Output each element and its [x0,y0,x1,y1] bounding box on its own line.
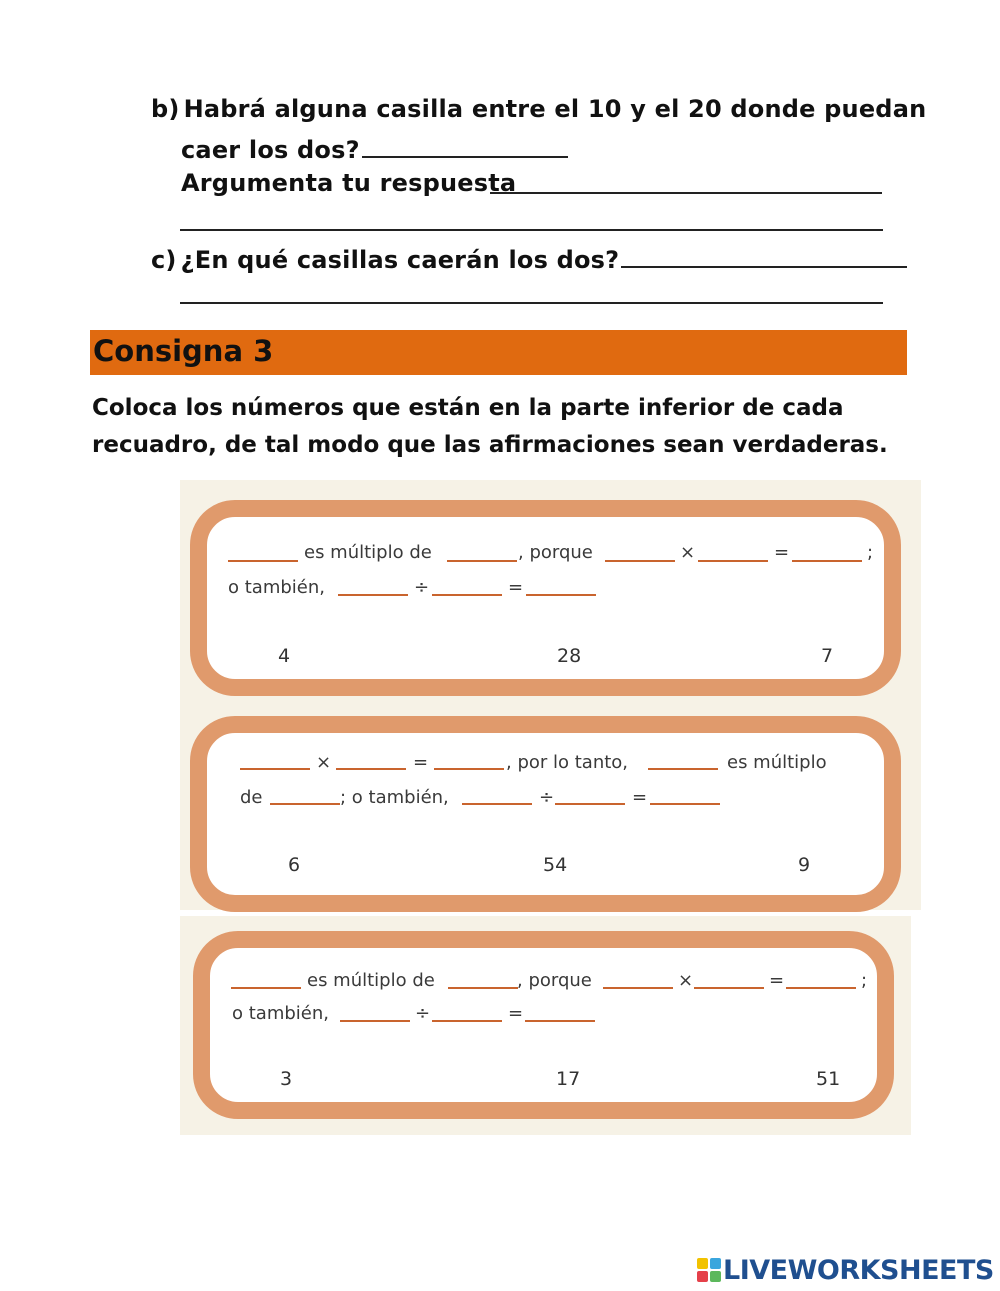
exercise-card-3 [193,931,894,1119]
card3-blank-3[interactable] [603,987,673,989]
card1-div: ÷ [414,577,430,598]
card2-blank-4[interactable] [648,768,718,770]
card3-o-tambien: o también, [232,1003,329,1024]
card3-semicolon: ; [861,970,868,991]
card1-number-1[interactable]: 4 [278,645,291,667]
card2-number-2[interactable]: 54 [543,854,568,876]
card1-number-2[interactable]: 28 [557,645,582,667]
card1-times: × [680,542,696,563]
question-b-line2 [181,132,568,164]
card3-equals-2: = [508,1003,524,1024]
card1-o-tambien: o también, [228,577,325,598]
card2-number-1[interactable]: 6 [288,854,301,876]
answer-blank-c-2[interactable] [180,302,883,304]
instructions-line2: recuadro, de tal modo que las afirmaciones sean verdaderas. [92,432,888,458]
exercise-card-2 [190,716,901,912]
card3-blank-5[interactable] [786,987,856,989]
argument-blank-2[interactable] [180,229,883,231]
card3-times: × [678,970,694,991]
card1-porque: , porque [518,542,593,563]
argument-blank-1[interactable] [490,192,882,194]
card1-es-multiplo-de: es múltiplo de [304,542,432,563]
card2-blank-6[interactable] [462,803,532,805]
question-b-letter: b) [151,95,180,123]
card3-blank-1[interactable] [231,987,301,989]
card2-o-tambien: ; o también, [340,787,449,808]
question-b-text-2: caer los dos? [181,136,360,164]
card2-blank-8[interactable] [650,803,720,805]
card1-blank-1[interactable] [228,560,298,562]
card3-number-1[interactable]: 3 [280,1068,293,1090]
card2-por-lo-tanto: , por lo tanto, [506,752,629,773]
card1-semicolon: ; [867,542,874,563]
card2-blank-7[interactable] [555,803,625,805]
question-c-line1 [151,242,907,274]
card1-equals: = [774,542,790,563]
card2-blank-1[interactable] [240,768,310,770]
question-c-text: ¿En qué casillas caerán los dos? [180,246,620,274]
card3-es-multiplo-de: es múltiplo de [307,970,435,991]
section-title: Consigna 3 [93,334,274,368]
card1-blank-6[interactable] [338,594,408,596]
question-c-letter: c) [151,246,177,274]
exercise-card-1 [190,500,901,696]
logo-grid-icon [697,1258,721,1282]
card3-number-3[interactable]: 51 [816,1068,841,1090]
card2-es-multiplo: es múltiplo [727,752,827,773]
card2-times: × [316,752,332,773]
instructions-line1: Coloca los números que están en la parte inferior de cada [92,395,844,421]
card2-equals-2: = [632,787,648,808]
card1-number-3[interactable]: 7 [821,645,834,667]
question-b-text-3: Argumenta tu respuesta [181,169,517,197]
card3-div: ÷ [415,1003,431,1024]
card3-porque: , porque [517,970,592,991]
answer-blank-b[interactable] [362,132,568,158]
question-b-line1 [151,95,926,123]
card2-blank-2[interactable] [336,768,406,770]
card3-blank-2[interactable] [448,987,518,989]
card3-blank-6[interactable] [340,1020,410,1022]
question-b-line3 [181,169,516,197]
question-b-text-1: Habrá alguna casilla entre el 10 y el 20 donde puedan [183,95,927,123]
card1-blank-4[interactable] [698,560,768,562]
card3-number-2[interactable]: 17 [556,1068,581,1090]
section-banner [90,330,907,375]
card1-blank-2[interactable] [447,560,517,562]
card1-blank-3[interactable] [605,560,675,562]
card2-div: ÷ [539,787,555,808]
card1-blank-8[interactable] [526,594,596,596]
card1-blank-7[interactable] [432,594,502,596]
card3-blank-4[interactable] [694,987,764,989]
card1-blank-5[interactable] [792,560,862,562]
card3-blank-8[interactable] [525,1020,595,1022]
card3-equals: = [769,970,785,991]
answer-blank-c[interactable] [621,242,907,268]
card2-equals: = [413,752,429,773]
card2-blank-3[interactable] [434,768,504,770]
card2-number-3[interactable]: 9 [798,854,811,876]
card3-blank-7[interactable] [432,1020,502,1022]
card1-equals-2: = [508,577,524,598]
card2-blank-5[interactable] [270,803,340,805]
card2-de: de [240,787,263,808]
logo-text: LIVEWORKSHEETS [723,1255,994,1286]
